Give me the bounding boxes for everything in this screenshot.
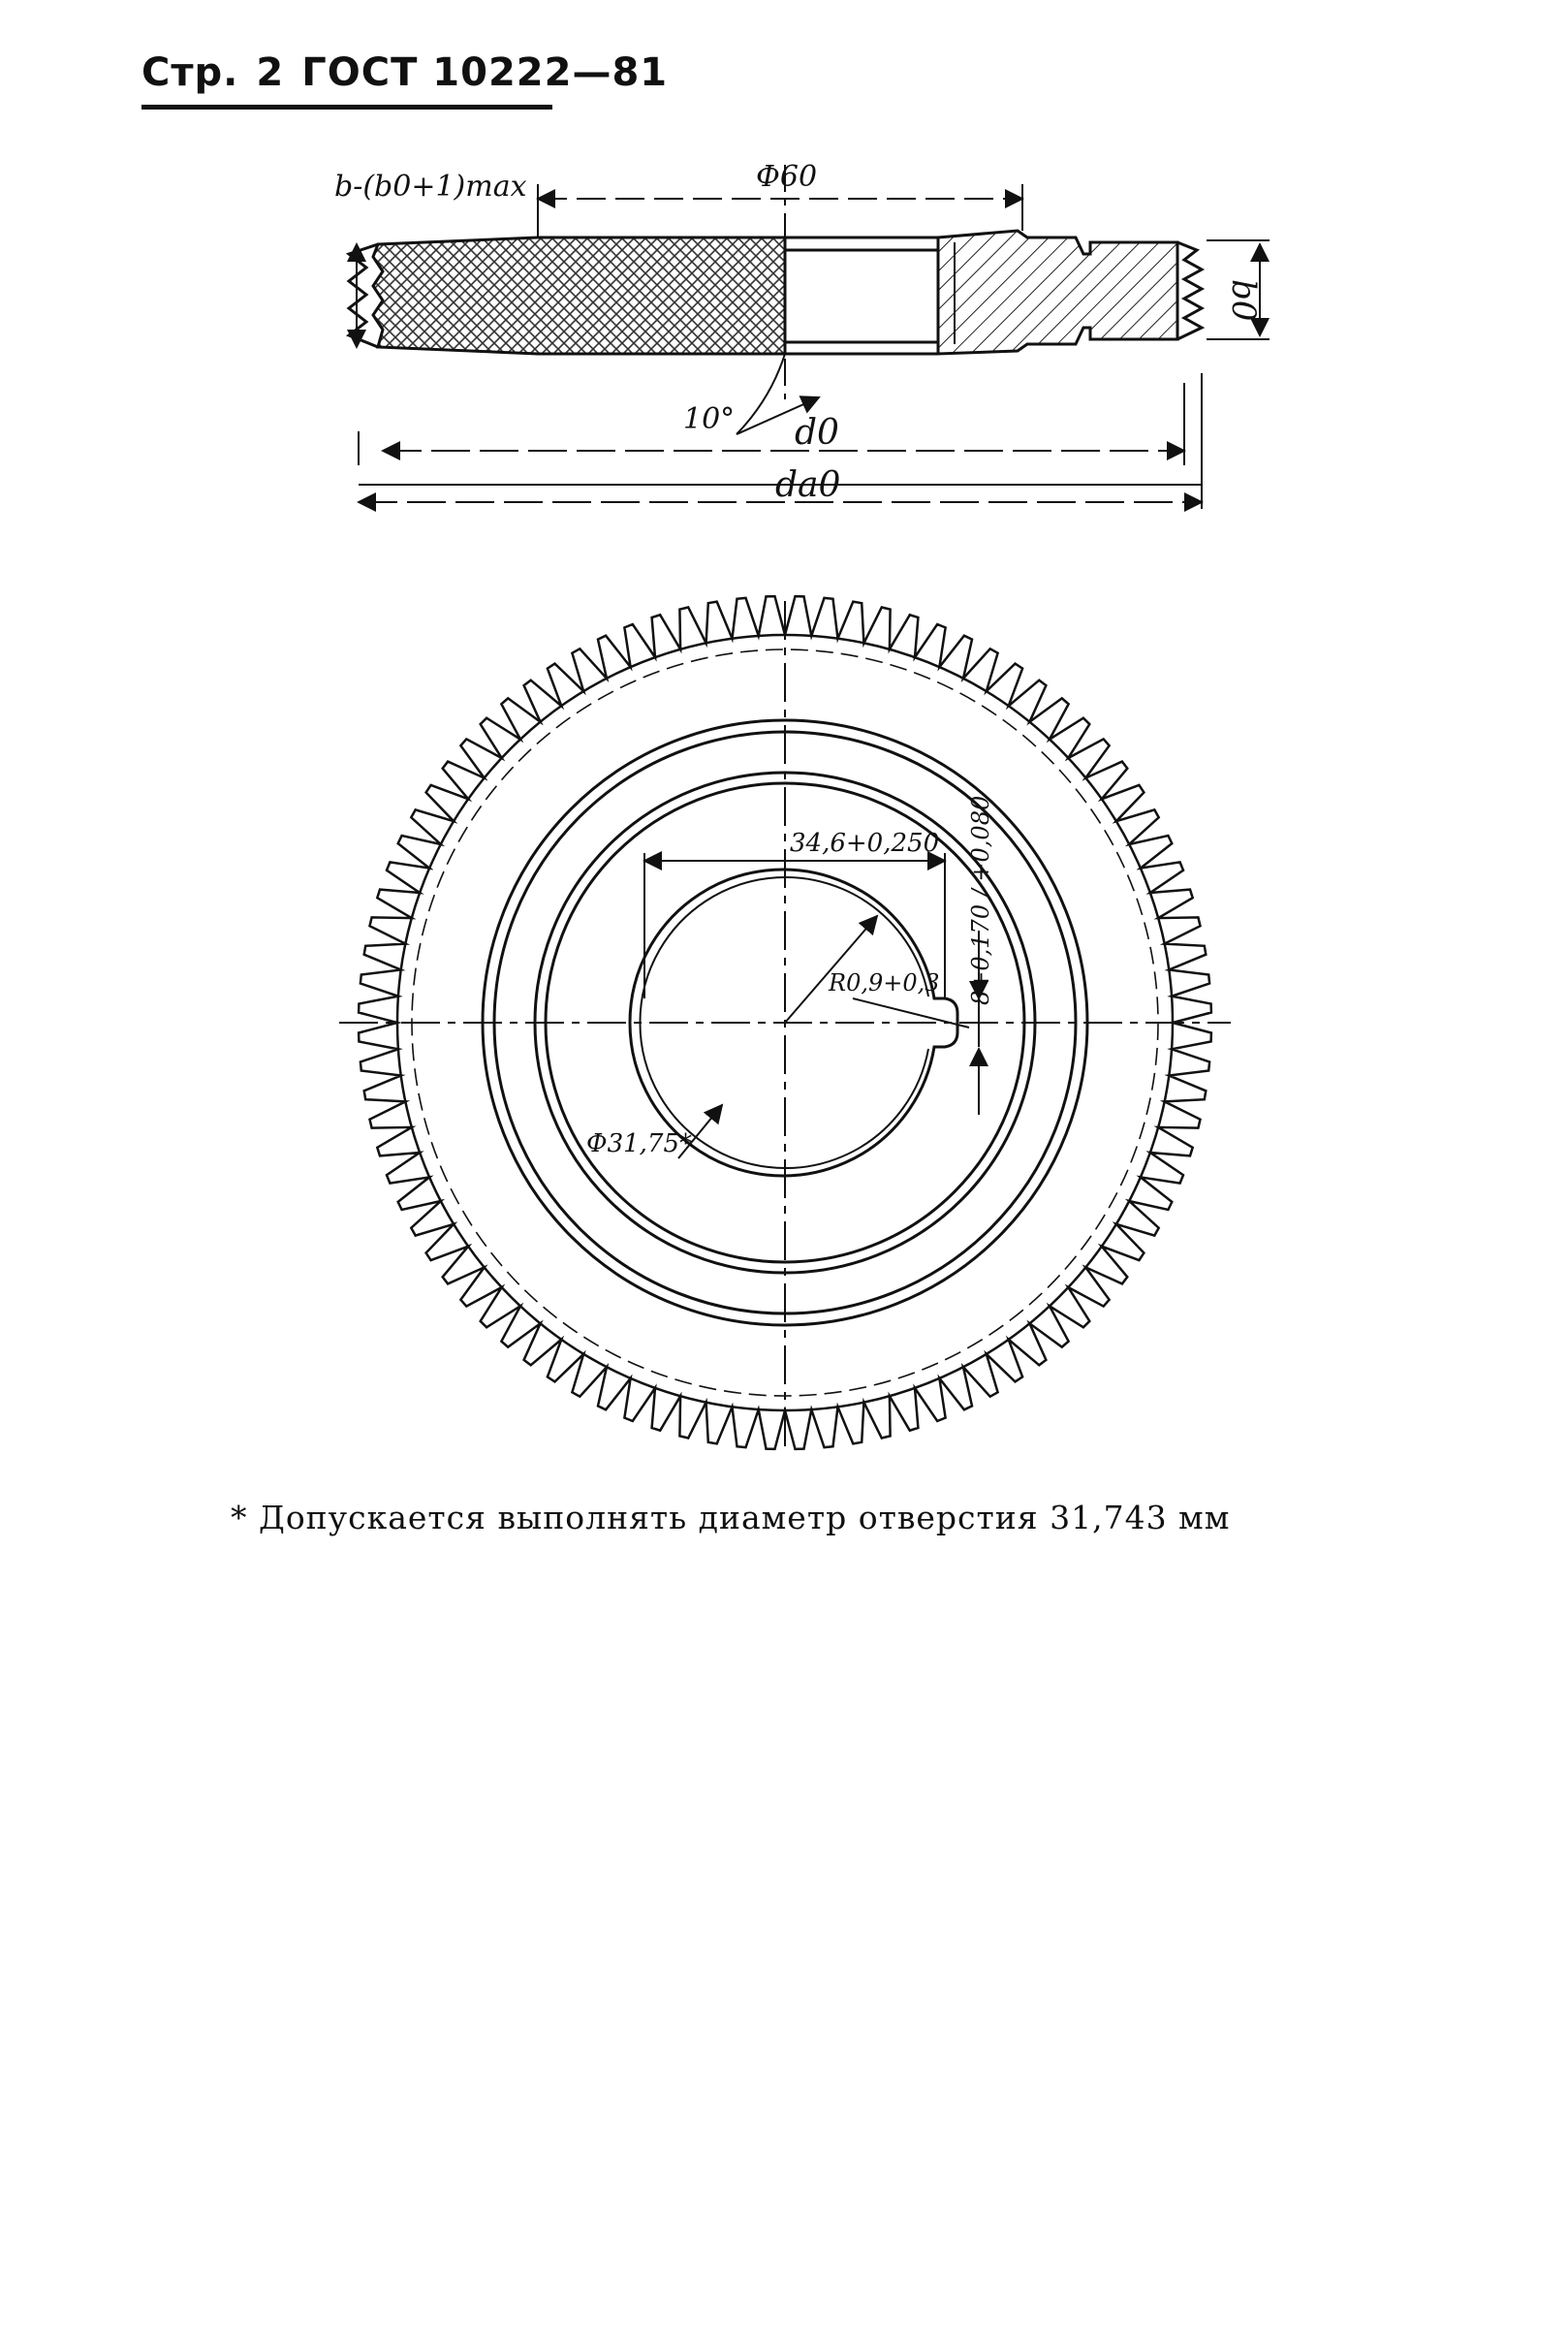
fillet-label: R0,9+0,3 — [829, 969, 940, 997]
front-view — [339, 596, 1231, 1449]
pitch-diameter-label: d0 — [795, 413, 839, 453]
section-teeth-right — [1177, 242, 1202, 339]
tooth-width-label: b0 — [1224, 279, 1263, 322]
footnote: * Допускается выполнять диаметр отверстия 31,743 мм — [231, 1499, 1231, 1536]
page-number: 2 — [256, 50, 285, 95]
tip-diameter-label: da0 — [775, 465, 841, 505]
angle-label: 10° — [683, 402, 736, 436]
page-label: Стр. — [141, 50, 239, 95]
keyway-width-label: 34,6+0,250 — [790, 829, 940, 858]
standard-number: ГОСТ 10222—81 — [301, 50, 669, 95]
bore-label: Ф31,75* — [586, 1129, 693, 1158]
section-hub-right — [938, 231, 1177, 354]
key-tolerance-label: 8+0,170 / +0,080 — [967, 795, 994, 1005]
section-view — [334, 160, 1270, 509]
section-bore — [785, 250, 938, 342]
width-label: b-(b0+1)max — [334, 170, 527, 204]
section-teeth-left — [373, 237, 785, 354]
hub-diameter-label: Ф60 — [756, 160, 818, 194]
